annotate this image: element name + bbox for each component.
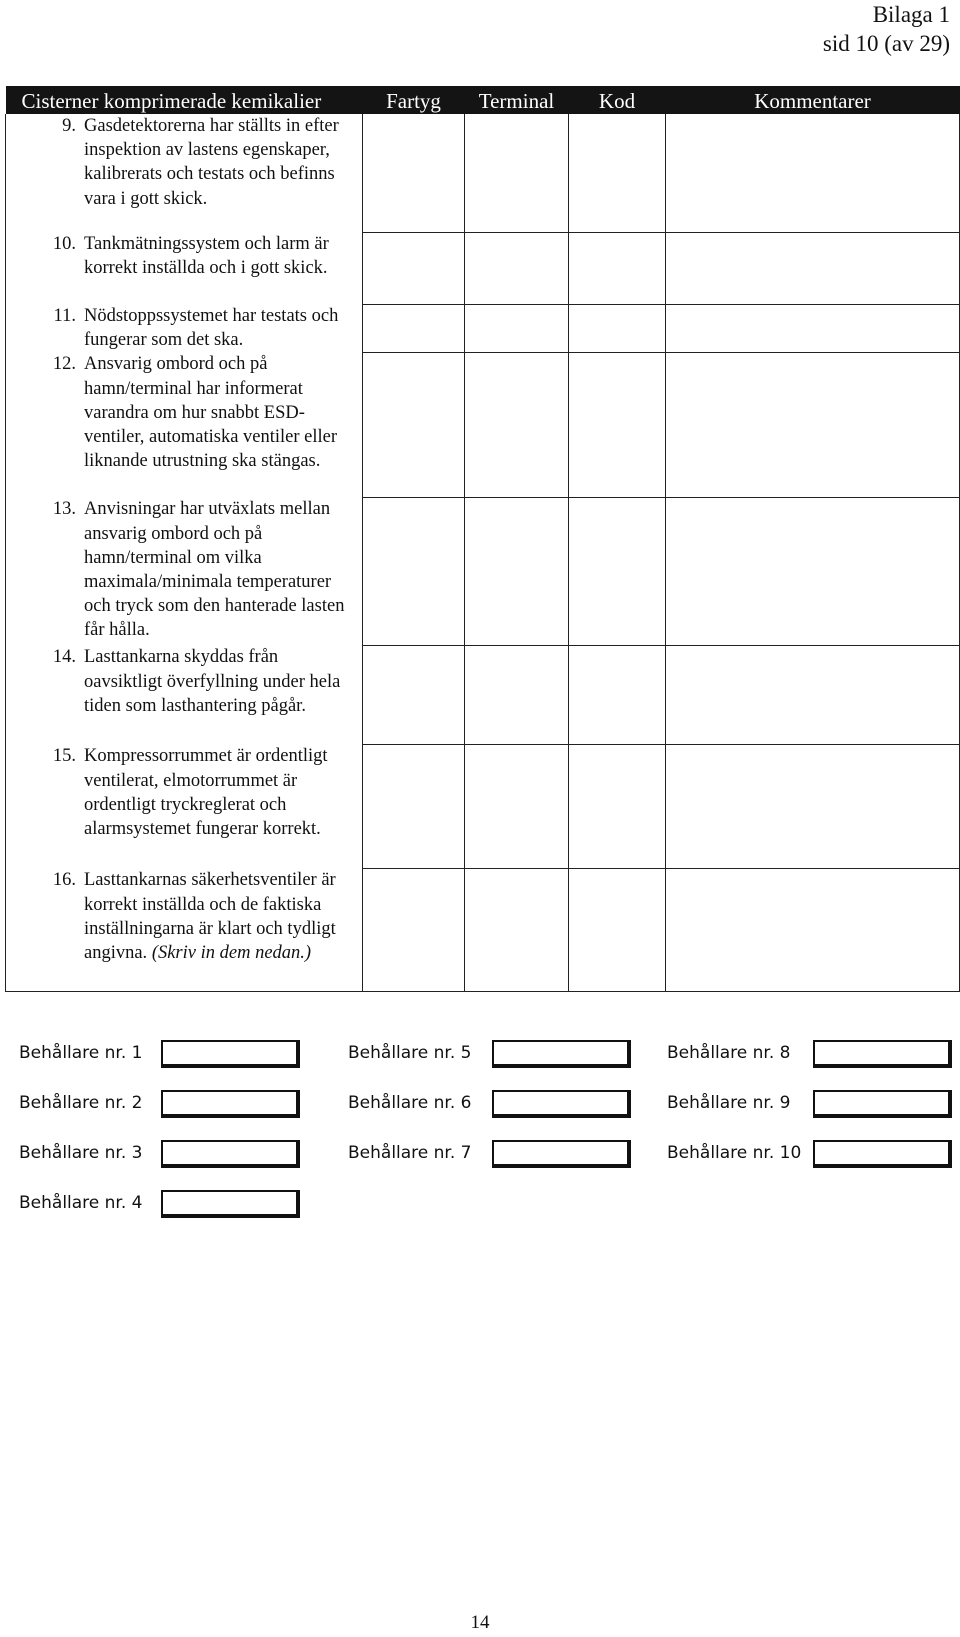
terminal-check-cell[interactable] [465, 352, 569, 497]
item-number: 13. [52, 499, 76, 520]
terminal-check-cell[interactable] [465, 744, 569, 868]
item-number: 16. [52, 870, 76, 891]
table-row [6, 497, 960, 645]
container-label: Behållare nr. 1 [19, 1043, 143, 1063]
code-cell[interactable] [569, 497, 666, 645]
code-cell[interactable] [569, 232, 666, 304]
terminal-check-cell[interactable] [465, 232, 569, 304]
code-cell[interactable] [569, 304, 666, 352]
item-text: Anvisningar har utväxlats mellan ansvarig ombord och på hamn/terminal om vilka maximala/minimala temperaturer och tryck som den hanterade lasten får hålla. [84, 499, 345, 641]
checklist-item [6, 304, 363, 352]
terminal-check-cell[interactable] [465, 114, 569, 232]
code-cell[interactable] [569, 352, 666, 497]
container-value-field[interactable] [813, 1040, 952, 1068]
code-cell[interactable] [569, 744, 666, 868]
terminal-check-cell[interactable] [465, 645, 569, 744]
item-text: Gasdetektorerna har ställts in efter inspektion av lastens egenskaper, kalibrerats och testats och befinns vara i gott skick. [84, 116, 339, 209]
checklist-item [6, 232, 363, 304]
item-text: Lasttankarna skyddas från oavsiktligt överfyllning under hela tiden som lasthantering pågår. [84, 647, 341, 716]
ship-check-cell[interactable] [363, 114, 465, 232]
item-number: 10. [52, 234, 76, 254]
item-number: 15. [52, 746, 76, 767]
comments-cell[interactable] [666, 744, 960, 868]
container-value-field[interactable] [813, 1140, 952, 1168]
item-text: Kompressorrummet är ordentligt ventilerat, elmotorrummet är ordentligt tryckreglerat och alarmsystemet fungerar korrekt. [84, 746, 328, 840]
code-cell[interactable] [569, 868, 666, 991]
container-value-field[interactable] [813, 1090, 952, 1118]
container-label: Behållare nr. 6 [348, 1093, 472, 1113]
container-label: Behållare nr. 5 [348, 1043, 472, 1063]
ship-check-cell[interactable] [363, 645, 465, 744]
checklist-item [6, 744, 363, 868]
checklist-item [6, 114, 363, 232]
column-header-comments: Kommentarer [666, 86, 960, 114]
container-value-field[interactable] [161, 1090, 300, 1118]
container-value-field[interactable] [492, 1090, 631, 1118]
table-row [6, 232, 960, 304]
item-text: Nödstoppssystemet har testats och fungerar som det ska. [84, 306, 339, 351]
table-row [6, 304, 960, 352]
container-value-field[interactable] [492, 1140, 631, 1168]
table-row [6, 645, 960, 744]
terminal-check-cell[interactable] [465, 304, 569, 352]
ship-check-cell[interactable] [363, 232, 465, 304]
table-row [6, 352, 960, 497]
table-row [6, 868, 960, 991]
container-label: Behållare nr. 7 [348, 1143, 472, 1163]
comments-cell[interactable] [666, 352, 960, 497]
code-cell[interactable] [569, 645, 666, 744]
checklist-table [5, 86, 960, 992]
container-label: Behållare nr. 2 [19, 1093, 143, 1113]
comments-cell[interactable] [666, 497, 960, 645]
item-text: Tankmätningssystem och larm är korrekt inställda och i gott skick. [84, 234, 329, 279]
container-label: Behållare nr. 4 [19, 1193, 143, 1213]
container-label: Behållare nr. 3 [19, 1143, 143, 1163]
ship-check-cell[interactable] [363, 868, 465, 991]
container-label: Behållare nr. 10 [667, 1143, 802, 1163]
ship-check-cell[interactable] [363, 352, 465, 497]
comments-cell[interactable] [666, 868, 960, 991]
container-label: Behållare nr. 8 [667, 1043, 791, 1063]
item-number: 14. [52, 647, 76, 668]
comments-cell[interactable] [666, 232, 960, 304]
comments-cell[interactable] [666, 304, 960, 352]
item-text: Lasttankarnas säkerhetsventiler är korrekt inställda och de faktiska inställningarna är klart och tydligt angivna. (Skriv in dem nedan.) [84, 870, 336, 964]
checklist-item [6, 645, 363, 744]
page-corner-header [823, 0, 950, 58]
page-reference: sid 10 (av 29) [822, 31, 950, 56]
container-value-field[interactable] [161, 1040, 300, 1068]
ship-check-cell[interactable] [363, 744, 465, 868]
table-row [6, 744, 960, 868]
container-value-field[interactable] [492, 1040, 631, 1068]
container-value-field[interactable] [161, 1190, 300, 1218]
terminal-check-cell[interactable] [465, 868, 569, 991]
page-number: 14 [470, 1612, 490, 1633]
column-header-terminal: Terminal [465, 86, 569, 114]
checklist-item [6, 497, 363, 645]
comments-cell[interactable] [666, 645, 960, 744]
checklist-item [6, 352, 363, 497]
item-number: 12. [52, 354, 76, 375]
column-header-ship: Fartyg [363, 86, 465, 114]
column-header-code: Kod [569, 86, 666, 114]
attachment-label: Bilaga 1 [872, 2, 950, 27]
item-number: 9. [62, 116, 76, 136]
item-italic-note: (Skriv in dem nedan.) [151, 943, 312, 964]
item-text: Ansvarig ombord och på hamn/terminal har informerat varandra om hur snabbt ESD-ventiler, automatiska ventiler eller liknande utrustning ska stängas. [84, 354, 338, 472]
item-number: 11. [53, 306, 76, 326]
table-header-row [6, 86, 960, 114]
checklist-item [6, 868, 363, 991]
terminal-check-cell[interactable] [465, 497, 569, 645]
ship-check-cell[interactable] [363, 497, 465, 645]
column-header-item: Cisterner komprimerade kemikalier [6, 86, 363, 114]
table-row [6, 114, 960, 232]
code-cell[interactable] [569, 114, 666, 232]
ship-check-cell[interactable] [363, 304, 465, 352]
container-value-field[interactable] [161, 1140, 300, 1168]
comments-cell[interactable] [666, 114, 960, 232]
container-label: Behållare nr. 9 [667, 1093, 791, 1113]
